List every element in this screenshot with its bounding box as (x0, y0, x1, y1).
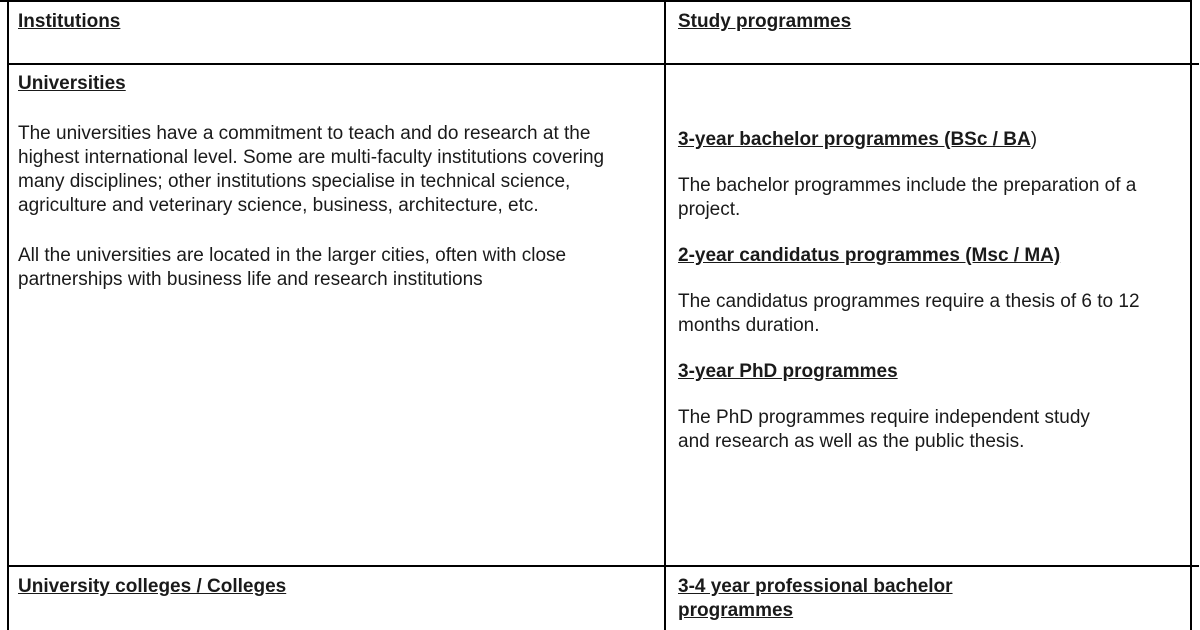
table-row-divider-1 (7, 63, 1199, 65)
table-border-left (7, 0, 9, 630)
universities-paragraph-1: The universities have a commitment to teach and do research at the highest international level. Some are multi-faculty institutions covering many disciplines; other institutions specialise in technical science, agriculture and veterinary science, business, architecture, etc. (18, 123, 605, 216)
colleges-title: University colleges / Colleges (18, 576, 287, 597)
candidatus-text: The candidatus programmes require a thesis of 6 to 12 months duration. (678, 291, 1140, 336)
programmes-cell (678, 128, 1183, 454)
table-row-divider-2 (7, 565, 1199, 567)
table-border-middle (664, 0, 666, 630)
header-institutions: Institutions (18, 11, 121, 32)
bachelor-title-text: 3-year bachelor programmes (BSc / BA (678, 129, 1031, 150)
table-border-top (0, 0, 1192, 2)
universities-title: Universities (18, 73, 126, 94)
universities-cell (18, 72, 650, 292)
universities-paragraph-2: All the universities are located in the larger cities, often with close partnerships with business life and research institutions (18, 245, 567, 290)
colleges-programme-title: 3-4 year professional bachelor programmes (678, 576, 953, 621)
candidatus-title: 2-year candidatus programmes (Msc / MA) (678, 245, 1061, 266)
phd-title: 3-year PhD programmes (678, 361, 898, 382)
header-study-programmes: Study programmes (678, 11, 852, 32)
table-border-right (1190, 0, 1192, 630)
phd-text: The PhD programmes require independent study and research as well as the public thesis. (678, 407, 1090, 452)
bachelor-title (678, 128, 1183, 152)
bachelor-text: The bachelor programmes include the preparation of a project. (678, 175, 1137, 220)
bachelor-title-tail: ) (1030, 129, 1038, 150)
